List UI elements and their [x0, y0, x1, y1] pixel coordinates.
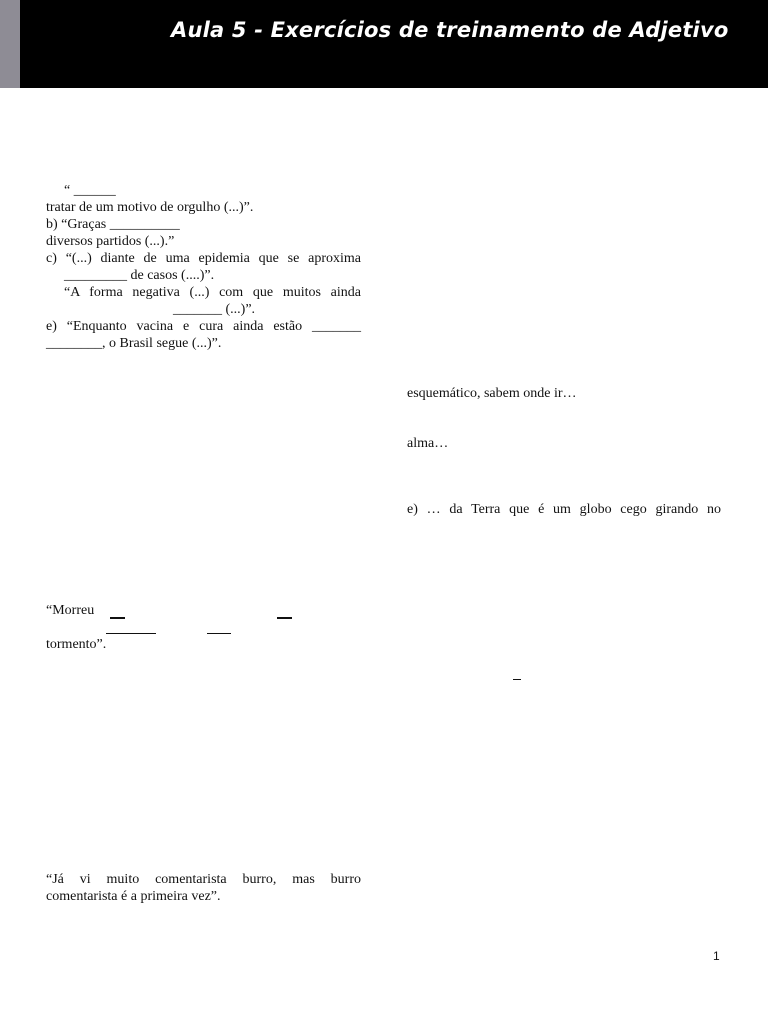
header-accent-stripe	[0, 0, 20, 88]
page-number: 1	[713, 949, 720, 963]
exercise-line: tratar de um motivo de orgulho (...)”.	[46, 200, 254, 215]
blank-line	[207, 633, 231, 634]
quote-line: comentarista é a primeira vez”.	[46, 889, 221, 904]
header-bar	[0, 0, 768, 88]
quote-line: “Já vi muito comentarista burro, mas burro	[46, 872, 361, 887]
exercise-line: _______ (...)”.	[173, 302, 256, 317]
blank-line	[106, 633, 156, 634]
exercise-line: e) “Enquanto vacina e cura ainda estão _______	[46, 319, 361, 334]
right-text-line: esquemático, sabem onde ir…	[407, 386, 577, 401]
right-text-line: alma…	[407, 436, 449, 451]
page-title: Aula 5 - Exercícios de treinamento de Adjetivo	[171, 18, 729, 42]
blank-line	[513, 679, 521, 680]
exercise-line: ________, o Brasil segue (...)”.	[46, 336, 222, 351]
exercise-line: b) “Graças __________	[46, 217, 180, 232]
exercise-line: “A forma negativa (...) com que muitos ainda	[64, 285, 361, 300]
tormento-line: tormento”.	[46, 637, 107, 652]
exercise-line: diversos partidos (...).”	[46, 234, 175, 249]
blank-line	[277, 617, 292, 619]
exercise-line: _________ de casos (....)”.	[64, 268, 215, 283]
morreu-line: “Morreu	[46, 603, 95, 618]
quote-open-fragment: “ ______	[64, 183, 116, 198]
blank-line	[110, 617, 125, 619]
right-text-line: e) … da Terra que é um globo cego girando no	[407, 502, 721, 517]
exercise-line: c) “(...) diante de uma epidemia que se aproxima	[46, 251, 361, 266]
